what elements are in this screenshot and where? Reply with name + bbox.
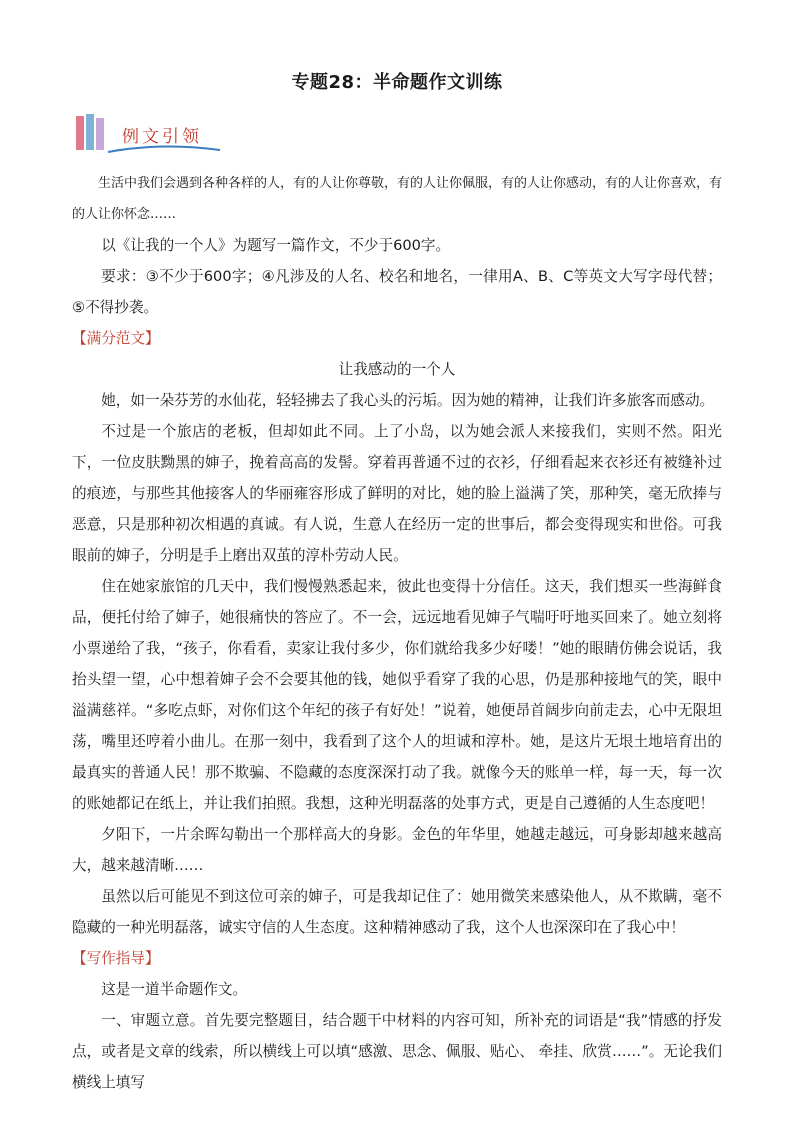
essay-paragraph: 不过是一个旅店的老板，但却如此不同。上了小岛，以为她会派人来接我们，实则不然。阳光下，一位皮肤黝黑的婶子，挽着高高的发髻。穿着再普通不过的衣衫，仔细看起来衣衫还有被缝补过的痕迹，与那些其他接客人的华丽雍容形成了鲜明的对比，她的脸上溢满了笑，那种笑，毫无欣捧与恶意，只是那种初次相遇的真诚。有人说，生意人在经历一定的世事后，都会变得现实和世俗。可我眼前的婶子，分明是手上磨出双茧的淳朴劳动人民。 xyxy=(72,423,722,564)
writing-guide-header: 【写作指导】 xyxy=(72,950,160,967)
model-essay-header: 【满分范文】 xyxy=(72,330,160,347)
example-banner-label: 例文引领 xyxy=(122,127,202,147)
example-banner xyxy=(72,112,222,156)
essay-paragraph: 虽然以后可能见不到这位可亲的婶子，可是我却记住了：她用微笑来感染他人，从不欺瞒，毫不隐藏的一种光明磊落，诚实守信的人生态度。这种精神感动了我，这个人也深深印在了我心中！ xyxy=(72,888,722,936)
document-body xyxy=(72,168,722,1098)
guide-paragraph: 一、审题立意。首先要完整题目，结合题干中材料的内容可知，所补充的词语是“我”情感的抒发点，或者是文章的线索，所以横线上可以填“感激、思念、佩服、贴心、 牵挂、欣赏……”。无论我们横线上填写 xyxy=(72,1012,722,1091)
prompt-requirements: 要求：③不少于600字；④凡涉及的人名、校名和地名，一律用A、B、C等英文大写字母代替；⑤不得抄袭。 xyxy=(72,268,722,316)
guide-paragraph: 这是一道半命题作文。 xyxy=(101,981,248,998)
essay-paragraph: 夕阳下，一片余晖勾勒出一个那样高大的身影。金色的年华里，她越走越远，可身影却越来越高大，越来越清晰…… xyxy=(72,826,722,874)
essay-paragraph: 住在她家旅馆的几天中，我们慢慢熟悉起来，彼此也变得十分信任。这天，我们想买一些海鲜食品，便托付给了婶子，她很痛快的答应了。不一会，远远地看见婶子气喘吁吁地买回来了。她立刻将小票递给了我，“孩子，你看看，卖家让我付多少，你们就给我多少好喽！”她的眼睛仿佛会说话，我抬头望一望，心中想着婶子会不会要其他的钱，她似乎看穿了我的心思，仍是那种接地气的笑，眼中溢满慈祥。“多吃点虾，对你们这个年纪的孩子有好处！”说着，她便昂首阔步向前走去，心中无限坦荡，嘴里还哼着小曲儿。在那一刻中，我看到了这个人的坦诚和淳朴。她，是这片无垠土地培育出的最真实的普通人民！那不欺骗、不隐藏的态度深深打动了我。就像今天的账单一样，每一天，每一次的账她都记在纸上，并让我们拍照。我想，这种光明磊落的处事方式，更是自己遵循的人生态度吧！ xyxy=(72,578,722,812)
prompt-task: 以《让我的一个人》为题写一篇作文，不少于600字。 xyxy=(101,237,451,254)
page-title: 专题28：半命题作文训练 xyxy=(291,72,503,93)
prompt-intro: 生活中我们会遇到各种各样的人，有的人让你尊敬，有的人让你佩服，有的人让你感动，有的人让你喜欢，有的人让你怀念…… xyxy=(72,176,723,222)
essay-title: 让我感动的一个人 xyxy=(338,361,456,378)
essay-paragraph: 她，如一朵芬芳的水仙花，轻轻拂去了我心头的污垢。因为她的精神，让我们许多旅客而感动。 xyxy=(101,392,715,409)
